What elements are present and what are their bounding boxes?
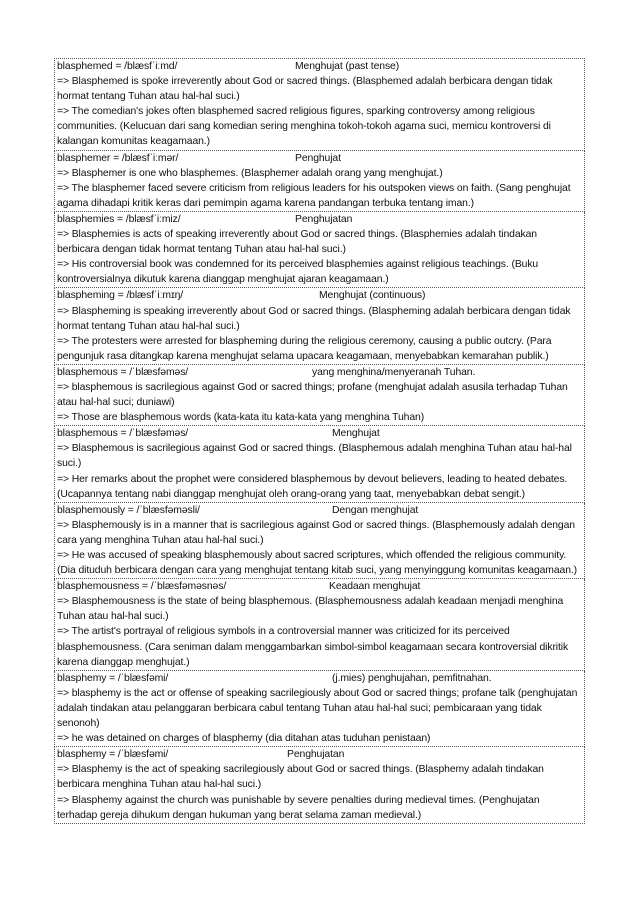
dictionary-entry	[54, 426, 585, 502]
dictionary-entry	[54, 365, 585, 426]
entry-headword-row	[57, 426, 582, 441]
entry-meaning: Penghujatan	[295, 213, 353, 225]
dictionary-entry	[54, 579, 585, 671]
entry-term: blasphemously = /ˈblæsfəməsli/	[57, 504, 200, 516]
entry-example-line: => Blasphemy against the church was punishable by severe penalties during medieval times. (Penghujatan terhadap gereja dihukum dengan hukuman yang berat selama zaman medieval.)	[57, 794, 540, 821]
entry-example-line: => blasphemy is the act or offense of speaking sacrilegiously about God or sacred things; profane talk (penghujatan adalah tindakan atau pelanggaran berbicara cabul tentang Tuhan atau hal-hal suci; pembicaraan yang tidak senonoh)	[57, 687, 578, 730]
entry-example-line: => blasphemous is sacrilegious against God or sacred things; profane (menghujat adalah asusila terhadap Tuhan atau hal-hal suci; duniawi)	[57, 381, 568, 409]
dictionary-entry	[54, 503, 585, 579]
entry-term: blasphemy = /ˈblæsfəmi/	[57, 672, 169, 684]
entry-example-line: => Blasphemer is one who blasphemes. (Blasphemer adalah orang yang menghujat.)	[57, 167, 443, 179]
entry-example-line: => he was detained on charges of blasphemy (dia ditahan atas tuduhan penistaan)	[57, 733, 431, 745]
dictionary-entry	[54, 58, 585, 151]
entry-example-line: => His controversial book was condemned for its perceived blasphemies against religious teachings. (Buku kontroversialnya dikutuk karena dianggap menghujat ajaran keagamaan.)	[57, 259, 539, 286]
dictionary-entry	[54, 671, 585, 747]
entry-example-line: => Those are blasphemous words (kata-kata itu kata-kata yang menghina Tuhan)	[57, 412, 425, 424]
entry-example-line: => Blasphemous is sacrilegious against God or sacred things. (Blasphemous adalah menghina Tuhan atau hal-hal suci.)	[57, 443, 572, 470]
dictionary-page	[54, 58, 585, 824]
entry-example-line: => He was accused of speaking blasphemously about sacred scriptures, which offended the religious community. (Dia dituduh berbicara dengan cara yang menghujat tentang kitab suci, yang menyinggung komunitas keagamaan.)	[57, 550, 578, 577]
entry-meaning: Menghujat	[332, 428, 380, 440]
entry-term: blasphemer = /blæsfˈiːmər/	[57, 152, 179, 164]
entry-meaning: yang menghina/menyeranah Tuhan.	[312, 366, 476, 378]
entry-term: blasphemed = /blæsfˈiːmd/	[57, 61, 178, 72]
entry-headword-row	[57, 212, 582, 227]
entry-headword-row	[57, 59, 582, 74]
entry-meaning: Menghujat (continuous)	[319, 290, 426, 302]
entry-example-line: => Blasphemousness is the state of being blasphemous. (Blasphemousness adalah keadaan menjadi menghina Tuhan atau hal-hal suci.)	[57, 596, 564, 623]
entry-term: blasphemousness = /ˈblæsfəməsnəs/	[57, 581, 227, 593]
entry-headword-row	[57, 151, 582, 166]
entry-example-line: => Her remarks about the prophet were considered blasphemous by devout believers, leading to heated debates. (Ucapannya tentang nabi dianggap menghujat oleh orang-orang yang taat, menyebabkan debat sengit.)	[57, 473, 568, 500]
entry-example-line: => Blasphemies is acts of speaking irreverently about God or sacred things. (Blasphemies adalah tindakan berbicara dengan tidak hormat tentang Tuhan atau hal-hal suci.)	[57, 229, 537, 256]
entry-example-line: => The protesters were arrested for blaspheming during the religious ceremony, causing a public outcry. (Para pengunjuk rasa ditangkap karena menghujat selama upacara keagamaan, menyebabkan kemarahan publik.)	[57, 335, 552, 362]
entry-headword-row	[57, 579, 582, 594]
entry-term: blasphemies = /blæsfˈiːmiz/	[57, 213, 181, 225]
entry-meaning: Penghujatan	[287, 749, 345, 761]
entry-term: blasphemous = /ˈblæsfəməs/	[57, 366, 189, 378]
entry-headword-row	[57, 288, 582, 303]
entry-headword-row	[57, 503, 582, 518]
entry-example-line: => The blasphemer faced severe criticism from religious leaders for his outspoken views on faith. (Sang penghujat agama dihadapi kritik keras dari pemimpin agama karena pandangan terbuka tentang iman.)	[57, 182, 571, 209]
entry-example-line: => Blasphemed is spoke irreverently about God or sacred things. (Blasphemed adalah berbicara dengan tidak hormat tentang Tuhan atau hal-hal suci.)	[57, 76, 553, 103]
entry-meaning: Penghujat	[295, 152, 341, 164]
entry-headword-row	[57, 365, 582, 380]
dictionary-entry	[54, 747, 585, 823]
entry-example-line: => Blasphemy is the act of speaking sacrilegiously about God or sacred things. (Blasphemy adalah tindakan berbicara menghina Tuhan atau hal-hal suci.)	[57, 764, 544, 791]
entry-meaning: (j.mies) penghujahan, pemfitnahan.	[332, 672, 492, 684]
dictionary-entry	[54, 151, 585, 212]
dictionary-entry	[54, 288, 585, 364]
entry-example-line: => The comedian's jokes often blasphemed sacred religious figures, sparking controversy among religious communities. (Kelucuan dari sang komedian sering menghina tokoh-tokoh agama suci, memicu kontroversi di kalangan komunitas keagamaan.)	[57, 106, 551, 148]
entry-example-line: => Blaspheming is speaking irreverently about God or sacred things. (Blaspheming adalah berbicara dengan tidak hormat tentang Tuhan atau hal-hal suci.)	[57, 305, 571, 332]
entry-term: blaspheming = /blæsfˈiːmɪŋ/	[57, 290, 184, 302]
entry-example-line: => The artist's portrayal of religious symbols in a controversial manner was criticized for its perceived blasphemousness. (Cara seniman dalam menggambarkan simbol-simbol keagamaan secara kontroversial dikritik karena dianggap menghujat.)	[57, 626, 569, 668]
entry-meaning: Dengan menghujat	[332, 504, 419, 516]
entry-headword-row	[57, 747, 582, 762]
dictionary-entry	[54, 212, 585, 288]
entry-term: blasphemous = /ˈblæsfəməs/	[57, 428, 189, 440]
entry-term: blasphemy = /ˈblæsfəmi/	[57, 749, 169, 761]
entry-headword-row	[57, 671, 582, 686]
entry-meaning: Menghujat (past tense)	[295, 61, 400, 72]
entry-meaning: Keadaan menghujat	[329, 581, 421, 593]
entry-example-line: => Blasphemously is in a manner that is sacrilegious against God or sacred things. (Blasphemously adalah dengan cara yang menghina Tuhan atau hal-hal suci.)	[57, 519, 575, 546]
